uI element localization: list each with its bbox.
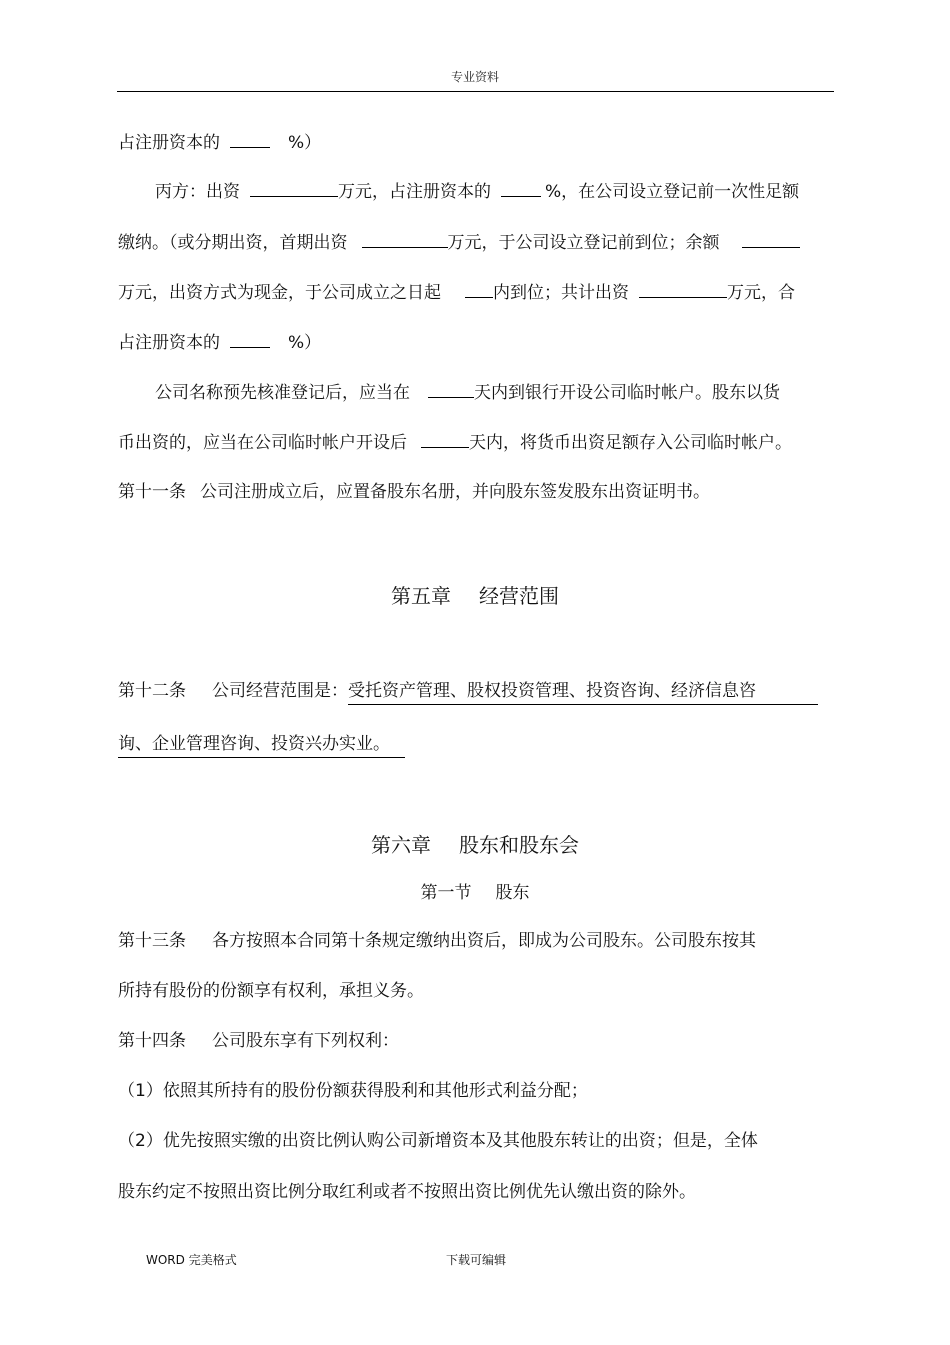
article-text: 公司股东享有下列权利： <box>212 1031 399 1051</box>
text-segment: 占注册资本的 <box>118 333 220 353</box>
text-segment: 丙方：出资 <box>155 182 240 202</box>
chapter-6-heading <box>0 829 950 858</box>
fill-blank <box>230 331 270 348</box>
article-text: 各方按照本合同第十条规定缴纳出资后，即成为公司股东。公司股东按其 <box>212 931 756 951</box>
article-14 <box>118 1030 399 1052</box>
article-lead: 公司经营范围是： <box>212 681 348 701</box>
chapter-number: 第六章 <box>371 833 431 857</box>
list-item-text: 股东约定不按照出资比例分取红利或者不按照出资比例优先认缴出资的除外。 <box>118 1182 696 1202</box>
business-scope-underlined: 受托资产管理、股权投资管理、投资咨询、经济信息咨 <box>348 680 818 705</box>
footer-left: WORD 完美格式 <box>146 1253 237 1267</box>
text-segment: 内到位；共计出资 <box>493 283 629 303</box>
list-item <box>118 1130 758 1152</box>
section-number: 第一节 <box>420 883 472 903</box>
text-segment: 公司名称预先核准登记后，应当在 <box>155 383 410 403</box>
chapter-5-heading <box>0 580 950 609</box>
fill-blank <box>428 381 474 398</box>
fill-blank <box>639 281 727 298</box>
text-segment: %） <box>288 333 322 353</box>
footer-center: 下载可编辑 <box>446 1253 507 1267</box>
text-segment: 天内到银行开设公司临时帐户。股东以货 <box>474 383 780 403</box>
text-segment: %，在公司设立登记前一次性足额 <box>545 182 800 202</box>
fill-blank <box>501 180 541 197</box>
list-item-text: （2）优先按照实缴的出资比例认购公司新增资本及其他股东转让的出资；但是，全体 <box>118 1131 758 1151</box>
article-12 <box>118 680 818 705</box>
text-segment: 万元，占注册资本的 <box>338 182 491 202</box>
fill-blank <box>362 231 448 248</box>
article-text: 公司注册成立后，应置备股东名册，并向股东签发股东出资证明书。 <box>200 482 710 502</box>
paragraph-line <box>118 331 321 354</box>
article-number: 第十三条 <box>118 931 186 951</box>
article-number: 第十四条 <box>118 1031 186 1051</box>
section-title: 股东 <box>495 883 530 903</box>
fill-blank <box>230 131 270 148</box>
article-13 <box>118 930 756 952</box>
list-item-text: （1）依照其所持有的股份份额获得股利和其他形式利益分配； <box>118 1081 588 1101</box>
text-segment: 万元，出资方式为现金，于公司成立之日起 <box>118 283 441 303</box>
text-segment: 币出资的，应当在公司临时帐户开设后 <box>118 433 407 453</box>
text-segment: 占注册资本的 <box>118 133 220 153</box>
paragraph-line <box>118 131 321 154</box>
article-13-cont <box>118 980 424 1002</box>
article-number: 第十二条 <box>118 681 186 701</box>
text-segment: %） <box>288 133 322 153</box>
text-segment: 缴纳。（或分期出资，首期出资 <box>118 233 348 253</box>
chapter-number: 第五章 <box>391 584 451 608</box>
chapter-title: 股东和股东会 <box>459 833 579 857</box>
paragraph-line <box>155 381 780 404</box>
list-item-cont <box>118 1181 696 1203</box>
text-segment: 万元，于公司设立登记前到位；余额 <box>447 233 720 253</box>
paragraph-line <box>118 431 792 454</box>
text-segment: 天内，将货币出资足额存入公司临时帐户。 <box>469 433 792 453</box>
list-item <box>118 1080 588 1102</box>
section-1-heading <box>0 878 950 903</box>
fill-blank <box>742 231 800 248</box>
paragraph-line <box>118 231 800 254</box>
fill-blank <box>421 431 469 448</box>
chapter-title: 经营范围 <box>479 584 559 608</box>
paragraph-line <box>155 180 799 203</box>
fill-blank <box>465 281 493 298</box>
paragraph-line <box>118 281 795 304</box>
page-header: 专业资料 <box>450 70 499 84</box>
article-number: 第十一条 <box>118 482 186 502</box>
article-text: 所持有股份的份额享有权利，承担义务。 <box>118 981 424 1001</box>
header-rule <box>117 91 834 92</box>
business-scope-underlined: 询、企业管理咨询、投资兴办实业。 <box>118 733 405 758</box>
fill-blank <box>250 180 338 197</box>
text-segment: 万元，合 <box>727 283 795 303</box>
article-11 <box>118 481 710 503</box>
article-12-cont <box>118 733 405 758</box>
